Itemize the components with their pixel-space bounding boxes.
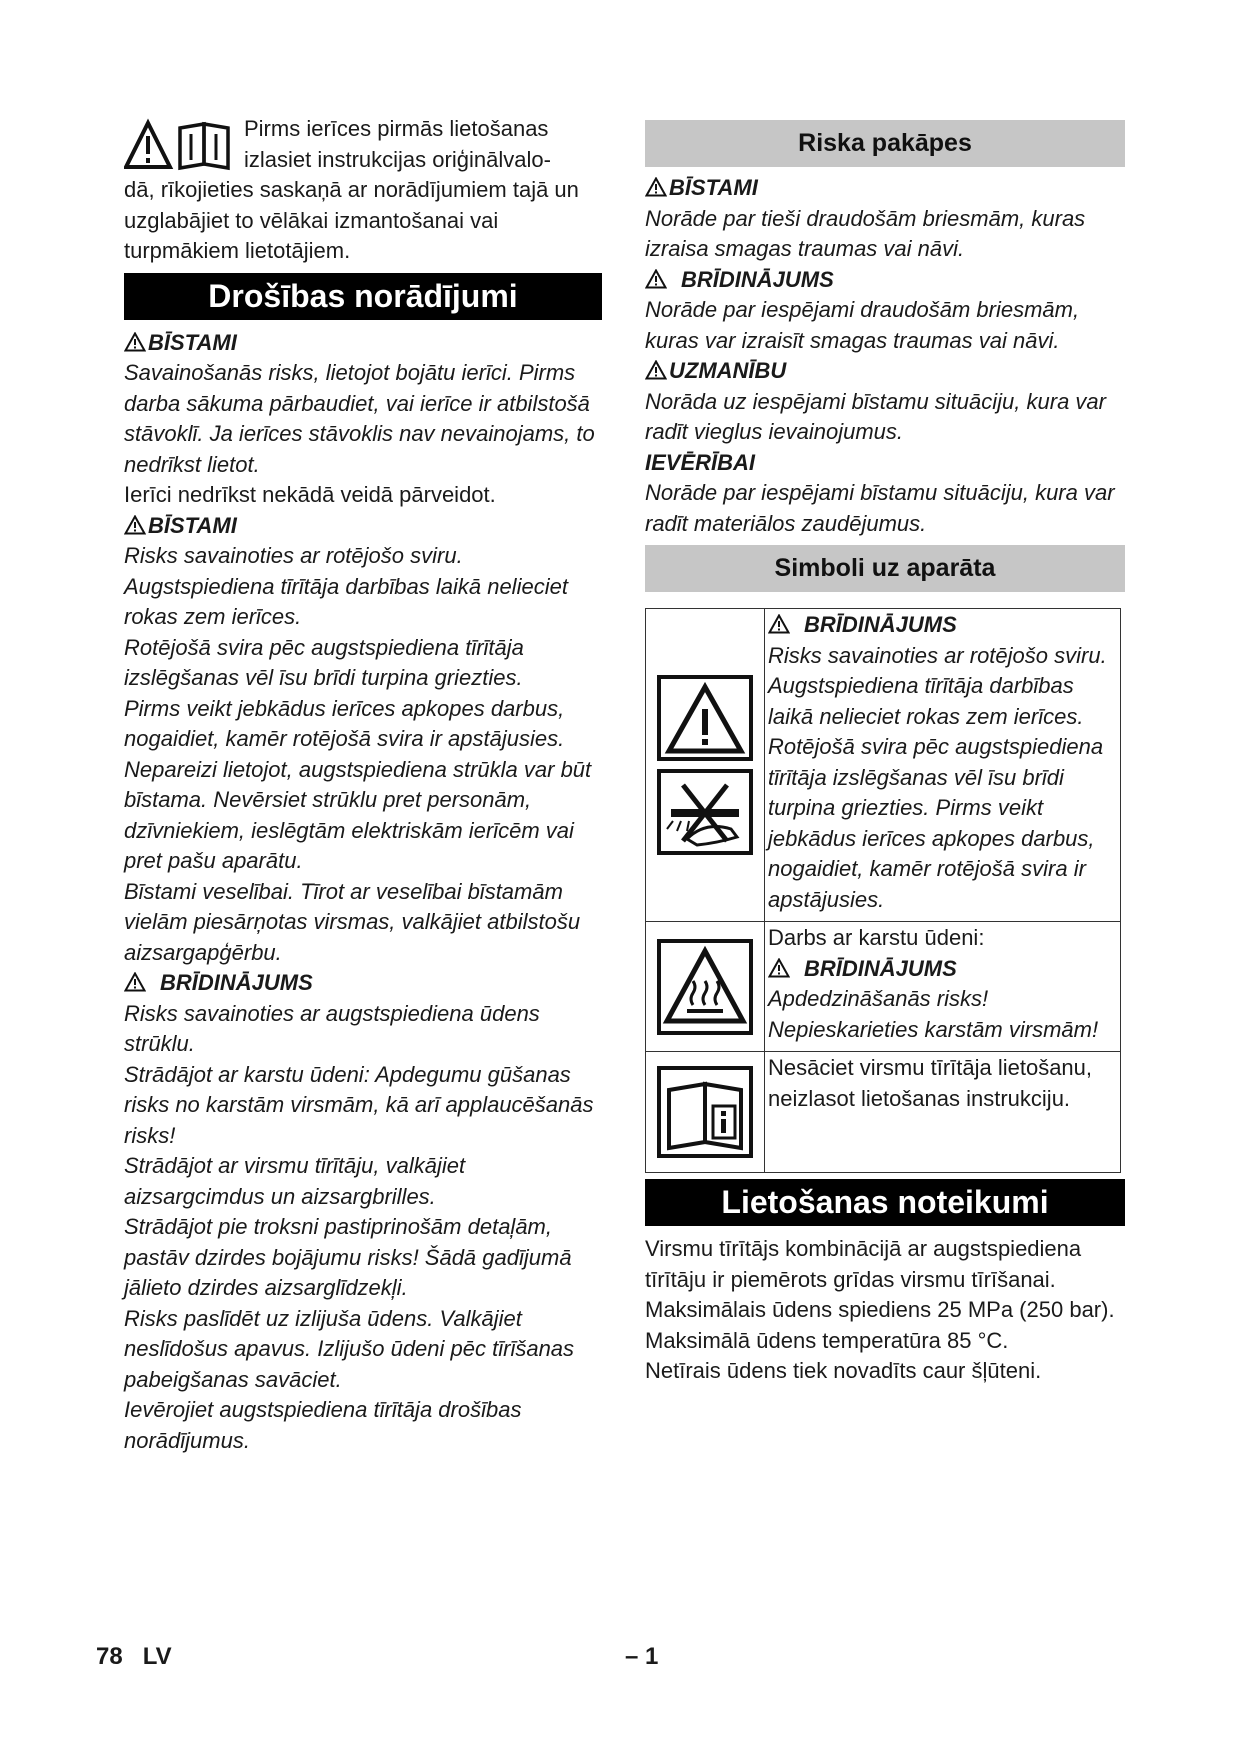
intro-line1: Pirms ierīces pirmās lietošanas (244, 116, 549, 141)
safety-block3-p3: Strādājot ar virsmu tīrītāju, valkājiet aizsargcimdus un aizsargbrilles. (124, 1153, 466, 1209)
intro-rest: dā, rīkojieties saskaņā ar norādījumiem tajā un uzglabājiet to vēlākai izmantošanai vai turpmākiem lietotājiem. (124, 177, 579, 263)
usage-p1: Virsmu tīrītājs kombinācijā ar augstspiediena tīrītāju ir piemērots grīdas virsmu tīrīšanai. (645, 1236, 1082, 1292)
warning-icon (768, 958, 790, 978)
usage-p3: Maksimālā ūdens temperatūra 85 °C. (645, 1327, 1009, 1353)
safety-block3-p2: Strādājot ar karstu ūdeni: Apdegumu gūšanas risks no karstām virsmām, kā arī applaucēšanās risks! (124, 1061, 594, 1148)
general-warning-sign-icon (657, 675, 753, 761)
page-center-marker: – 1 (625, 1643, 659, 1670)
safety-block1-normal: Ierīci nedrīkst nekādā veidā pārveidot. (124, 482, 496, 507)
symbols-row2-p2: Nepieskarieties karstām virsmām! (768, 1016, 1099, 1042)
symbols-row2-intro: Darbs ar karstu ūdeni: (768, 925, 985, 950)
safety-block3-p6: Ievērojiet augstspiediena tīrītāja drošības norādījumus. (124, 1397, 522, 1453)
symbols-icon-cell (646, 609, 765, 922)
warning-icon (645, 360, 667, 380)
warning-manual-icon (124, 118, 236, 172)
usage-title: Lietošanas noteikumi (645, 1179, 1125, 1226)
symbols-row (646, 1052, 1121, 1173)
symbols-text-cell (765, 922, 1121, 1052)
safety-block3-p1: Risks savainoties ar augstspiediena ūdens strūklu. (124, 1000, 540, 1056)
warning-icon (124, 972, 146, 992)
symbols-text-cell (765, 609, 1121, 922)
safety-block2-p3: Pirms veikt jebkādus ierīces apkopes darbus, nogaidiet, kamēr rotējošā svira ir apstājusies. (124, 695, 565, 751)
safety-block1-text: Savainošanās risks, lietojot bojātu ierīci. Pirms darba sākuma pārbaudiet, vai ierīce ir atbilstošā stāvoklī. Ja ierīces stāvoklis nav nevainojams, to nedrīkst lietot. (124, 360, 595, 477)
safety-block3-heading: BRĪDINĀJUMS (124, 968, 602, 999)
safety-block2-p1: Risks savainoties ar rotējošo sviru. Augstspiediena tīrītāja darbības laikā nelieciet rokas zem ierīces. (124, 543, 568, 629)
symbols-row1-p1: Risks savainoties ar rotējošo sviru. Augstspiediena tīrītāja darbības laikā nelieciet rokas zem ierīces. (768, 642, 1107, 729)
symbols-row1-p2: Rotējošā svira pēc augstspiediena tīrītāja izslēgšanas vēl īsu brīdi turpina griezties. Pirms veikt jebkādus ierīces apkopes darbus, nogaidiet, kamēr rotējošā svira ir apstājusies. (768, 734, 1104, 912)
warning-icon (645, 269, 667, 289)
symbols-icon-cell (646, 922, 765, 1052)
risk-title: Riska pakāpes (645, 120, 1125, 167)
symbols-row2-p1: Apdedzināšanās risks! (768, 986, 989, 1011)
warning-icon (645, 177, 667, 197)
safety-block3-p5: Risks paslīdēt uz izlijuša ūdens. Valkājiet neslīdošus apavus. Izlijušo ūdeni pēc tīrīšanas pabeigšanas savāciet. (124, 1305, 575, 1392)
symbols-row2-heading: BRĪDINĀJUMS (768, 954, 1117, 985)
risk-item1-heading: BĪSTAMI (645, 173, 1125, 204)
risk-item2-heading: BRĪDINĀJUMS (645, 265, 1125, 296)
symbols-row3-text: Nesāciet virsmu tīrītāja lietošanu, neizlasot lietošanas instrukciju. (768, 1055, 1093, 1111)
page-number: 78 LV (96, 1643, 172, 1670)
risk-item3-heading: UZMANĪBU (645, 356, 1125, 387)
symbols-row1-heading: BRĪDINĀJUMS (768, 610, 1117, 641)
risk-item1-text: Norāde par tieši draudošām briesmām, kuras izraisa smagas traumas vai nāvi. (645, 205, 1086, 261)
left-column (124, 114, 602, 1456)
risk-item4-text: Norāde par iespējami bīstamu situāciju, kura var radīt materiālos zaudējumus. (645, 480, 1115, 536)
hot-surface-icon (657, 939, 753, 1035)
symbols-title: Simboli uz aparāta (645, 545, 1125, 592)
hand-crush-warning-icon (657, 769, 753, 855)
intro-line2: izlasiet instrukcijas oriģinālvalo- (244, 146, 551, 172)
intro-note (124, 114, 602, 267)
safety-block2-p4: Nepareizi lietojot, augstspiediena strūkla var būt bīstama. Nevērsiet strūklu pret personām, dzīvniekiem, ieslēgtām elektriskām ierīcēm vai pret pašu aparātu. (124, 756, 592, 873)
symbols-text-cell (765, 1052, 1121, 1173)
symbols-icon-cell (646, 1052, 765, 1173)
right-column (645, 120, 1125, 1387)
symbols-table (645, 608, 1121, 1173)
risk-item4-heading: IEVĒRĪBAI (645, 449, 756, 475)
language-code: LV (142, 1643, 172, 1670)
safety-block2-p2: Rotējošā svira pēc augstspiediena tīrītāja izslēgšanas vēl īsu brīdi turpina griezties. (124, 634, 524, 690)
safety-block2-p5: Bīstami veselībai. Tīrot ar veselībai bīstamām vielām piesārņotas virsmas, valkājiet atbilstošu aizsargapģērbu. (124, 878, 581, 965)
warning-icon (124, 515, 146, 535)
risk-item2-text: Norāde par iespējami draudošām briesmām, kuras var izraisīt smagas traumas vai nāvi. (645, 297, 1080, 353)
warning-icon (124, 332, 146, 352)
warning-icon (768, 614, 790, 634)
symbols-row (646, 922, 1121, 1052)
safety-block1-heading: BĪSTAMI (124, 328, 602, 359)
safety-title: Drošības norādījumi (124, 273, 602, 320)
read-manual-icon (657, 1066, 753, 1158)
safety-block3-p4: Strādājot pie troksni pastiprinošām detaļām, pastāv dzirdes bojājumu risks! Šādā gadījumā jālieto dzirdes aizsarglīdzekļi. (124, 1214, 572, 1300)
usage-p4: Netīrais ūdens tiek novadīts caur šļūteni. (645, 1358, 1042, 1383)
risk-item3-text: Norāda uz iespējami bīstamu situāciju, kura var radīt vieglus ievainojumus. (645, 388, 1106, 444)
safety-block2-heading: BĪSTAMI (124, 511, 602, 542)
symbols-row (646, 609, 1121, 922)
usage-p2: Maksimālais ūdens spiediens 25 MPa (250 bar). (645, 1297, 1115, 1322)
